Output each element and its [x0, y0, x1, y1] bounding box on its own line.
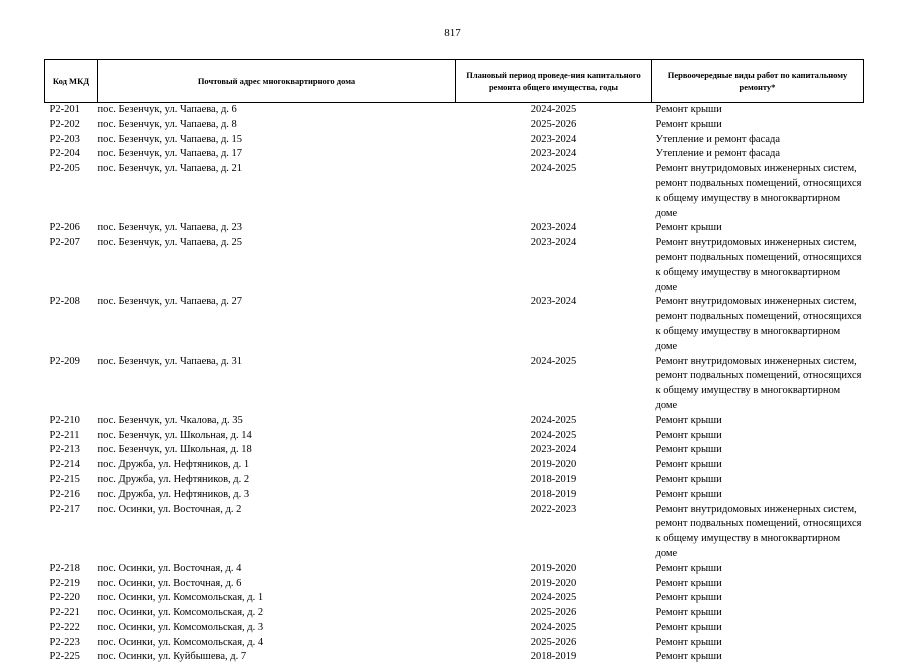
cell-period: 2023-2024 [456, 147, 652, 162]
cell-period: 2024-2025 [456, 621, 652, 636]
cell-works: Ремонт крыши [652, 591, 864, 606]
header-address: Почтовый адрес многоквартирного дома [98, 60, 456, 103]
cell-period: 2023-2024 [456, 295, 652, 354]
cell-period: 2019-2020 [456, 577, 652, 592]
table-row [45, 236, 864, 295]
cell-period: 2024-2025 [456, 103, 652, 118]
cell-code: Р2-223 [45, 636, 98, 651]
cell-works: Ремонт крыши [652, 458, 864, 473]
cell-works: Ремонт крыши [652, 562, 864, 577]
table-row [45, 429, 864, 444]
cell-code: Р2-217 [45, 503, 98, 562]
cell-period: 2023-2024 [456, 443, 652, 458]
cell-address: пос. Осинки, ул. Комсомольская, д. 4 [98, 636, 456, 651]
cell-code: Р2-205 [45, 162, 98, 221]
cell-works: Ремонт крыши [652, 606, 864, 621]
cell-address: пос. Осинки, ул. Комсомольская, д. 2 [98, 606, 456, 621]
cell-works: Ремонт крыши [652, 118, 864, 133]
cell-works: Ремонт крыши [652, 650, 864, 665]
page-number: 817 [0, 27, 905, 39]
cell-code: Р2-222 [45, 621, 98, 636]
cell-address: пос. Осинки, ул. Куйбышева, д. 7 [98, 650, 456, 665]
cell-period: 2025-2026 [456, 636, 652, 651]
cell-period: 2018-2019 [456, 488, 652, 503]
cell-works: Утепление и ремонт фасада [652, 133, 864, 148]
table-row [45, 591, 864, 606]
table-row [45, 636, 864, 651]
table-row [45, 414, 864, 429]
cell-code: Р2-215 [45, 473, 98, 488]
cell-address: пос. Осинки, ул. Комсомольская, д. 3 [98, 621, 456, 636]
cell-works: Утепление и ремонт фасада [652, 147, 864, 162]
cell-period: 2022-2023 [456, 503, 652, 562]
table-row [45, 162, 864, 221]
cell-code: Р2-216 [45, 488, 98, 503]
header-period: Плановый период проведе-ния капитального ремонта общего имущества, годы [456, 60, 652, 103]
cell-address: пос. Безенчук, ул. Чапаева, д. 25 [98, 236, 456, 295]
cell-period: 2019-2020 [456, 562, 652, 577]
cell-address: пос. Осинки, ул. Восточная, д. 2 [98, 503, 456, 562]
cell-works: Ремонт внутридомовых инженерных систем, ремонт подвальных помещений, относящихся к общему имуществу в многоквартирном доме [652, 503, 864, 562]
table-row [45, 458, 864, 473]
cell-period: 2019-2020 [456, 458, 652, 473]
cell-address: пос. Безенчук, ул. Чапаева, д. 17 [98, 147, 456, 162]
capital-repair-table [44, 59, 864, 665]
cell-period: 2024-2025 [456, 355, 652, 414]
cell-code: Р2-201 [45, 103, 98, 118]
table-row [45, 503, 864, 562]
cell-code: Р2-202 [45, 118, 98, 133]
cell-code: Р2-214 [45, 458, 98, 473]
cell-period: 2023-2024 [456, 221, 652, 236]
cell-period: 2023-2024 [456, 133, 652, 148]
cell-period: 2024-2025 [456, 162, 652, 221]
cell-address: пос. Безенчук, ул. Школьная, д. 14 [98, 429, 456, 444]
table-row [45, 295, 864, 354]
cell-works: Ремонт крыши [652, 414, 864, 429]
cell-works: Ремонт крыши [652, 221, 864, 236]
table-row [45, 650, 864, 665]
cell-code: Р2-207 [45, 236, 98, 295]
cell-address: пос. Безенчук, ул. Чапаева, д. 8 [98, 118, 456, 133]
cell-works: Ремонт внутридомовых инженерных систем, ремонт подвальных помещений, относящихся к общему имуществу в многоквартирном доме [652, 162, 864, 221]
header-row [45, 60, 864, 103]
cell-code: Р2-209 [45, 355, 98, 414]
table-row [45, 147, 864, 162]
cell-address: пос. Безенчук, ул. Школьная, д. 18 [98, 443, 456, 458]
cell-address: пос. Дружба, ул. Нефтяников, д. 2 [98, 473, 456, 488]
cell-works: Ремонт крыши [652, 429, 864, 444]
table-row [45, 221, 864, 236]
table-row [45, 355, 864, 414]
cell-period: 2023-2024 [456, 236, 652, 295]
cell-period: 2024-2025 [456, 414, 652, 429]
cell-works: Ремонт крыши [652, 577, 864, 592]
cell-code: Р2-206 [45, 221, 98, 236]
cell-code: Р2-225 [45, 650, 98, 665]
header-works: Первоочередные виды работ по капитальному ремонту* [652, 60, 864, 103]
table-body [45, 103, 864, 665]
cell-works: Ремонт крыши [652, 443, 864, 458]
cell-period: 2025-2026 [456, 606, 652, 621]
cell-code: Р2-219 [45, 577, 98, 592]
cell-code: Р2-203 [45, 133, 98, 148]
cell-works: Ремонт крыши [652, 473, 864, 488]
cell-address: пос. Безенчук, ул. Чапаева, д. 27 [98, 295, 456, 354]
cell-address: пос. Осинки, ул. Восточная, д. 6 [98, 577, 456, 592]
cell-address: пос. Осинки, ул. Восточная, д. 4 [98, 562, 456, 577]
cell-code: Р2-204 [45, 147, 98, 162]
cell-code: Р2-213 [45, 443, 98, 458]
cell-works: Ремонт крыши [652, 621, 864, 636]
cell-address: пос. Дружба, ул. Нефтяников, д. 3 [98, 488, 456, 503]
cell-address: пос. Безенчук, ул. Чапаева, д. 31 [98, 355, 456, 414]
cell-address: пос. Безенчук, ул. Чапаева, д. 15 [98, 133, 456, 148]
table-row [45, 473, 864, 488]
cell-works: Ремонт внутридомовых инженерных систем, ремонт подвальных помещений, относящихся к общему имуществу в многоквартирном доме [652, 355, 864, 414]
table-header [45, 60, 864, 103]
cell-works: Ремонт внутридомовых инженерных систем, ремонт подвальных помещений, относящихся к общему имуществу в многоквартирном доме [652, 236, 864, 295]
cell-period: 2025-2026 [456, 118, 652, 133]
table-row [45, 443, 864, 458]
table-row [45, 103, 864, 118]
cell-works: Ремонт крыши [652, 488, 864, 503]
header-code: Код МКД [45, 60, 98, 103]
table-row [45, 133, 864, 148]
table-row [45, 577, 864, 592]
cell-code: Р2-208 [45, 295, 98, 354]
cell-address: пос. Безенчук, ул. Чапаева, д. 6 [98, 103, 456, 118]
cell-period: 2024-2025 [456, 429, 652, 444]
table-row [45, 621, 864, 636]
cell-address: пос. Безенчук, ул. Чапаева, д. 23 [98, 221, 456, 236]
cell-address: пос. Безенчук, ул. Чкалова, д. 35 [98, 414, 456, 429]
cell-period: 2018-2019 [456, 650, 652, 665]
cell-code: Р2-211 [45, 429, 98, 444]
cell-works: Ремонт внутридомовых инженерных систем, ремонт подвальных помещений, относящихся к общему имуществу в многоквартирном доме [652, 295, 864, 354]
cell-code: Р2-221 [45, 606, 98, 621]
table-row [45, 118, 864, 133]
cell-address: пос. Безенчук, ул. Чапаева, д. 21 [98, 162, 456, 221]
cell-period: 2018-2019 [456, 473, 652, 488]
cell-address: пос. Осинки, ул. Комсомольская, д. 1 [98, 591, 456, 606]
cell-works: Ремонт крыши [652, 636, 864, 651]
cell-period: 2024-2025 [456, 591, 652, 606]
cell-code: Р2-218 [45, 562, 98, 577]
cell-code: Р2-210 [45, 414, 98, 429]
cell-code: Р2-220 [45, 591, 98, 606]
table-row [45, 606, 864, 621]
table-row [45, 488, 864, 503]
cell-works: Ремонт крыши [652, 103, 864, 118]
table-row [45, 562, 864, 577]
cell-address: пос. Дружба, ул. Нефтяников, д. 1 [98, 458, 456, 473]
